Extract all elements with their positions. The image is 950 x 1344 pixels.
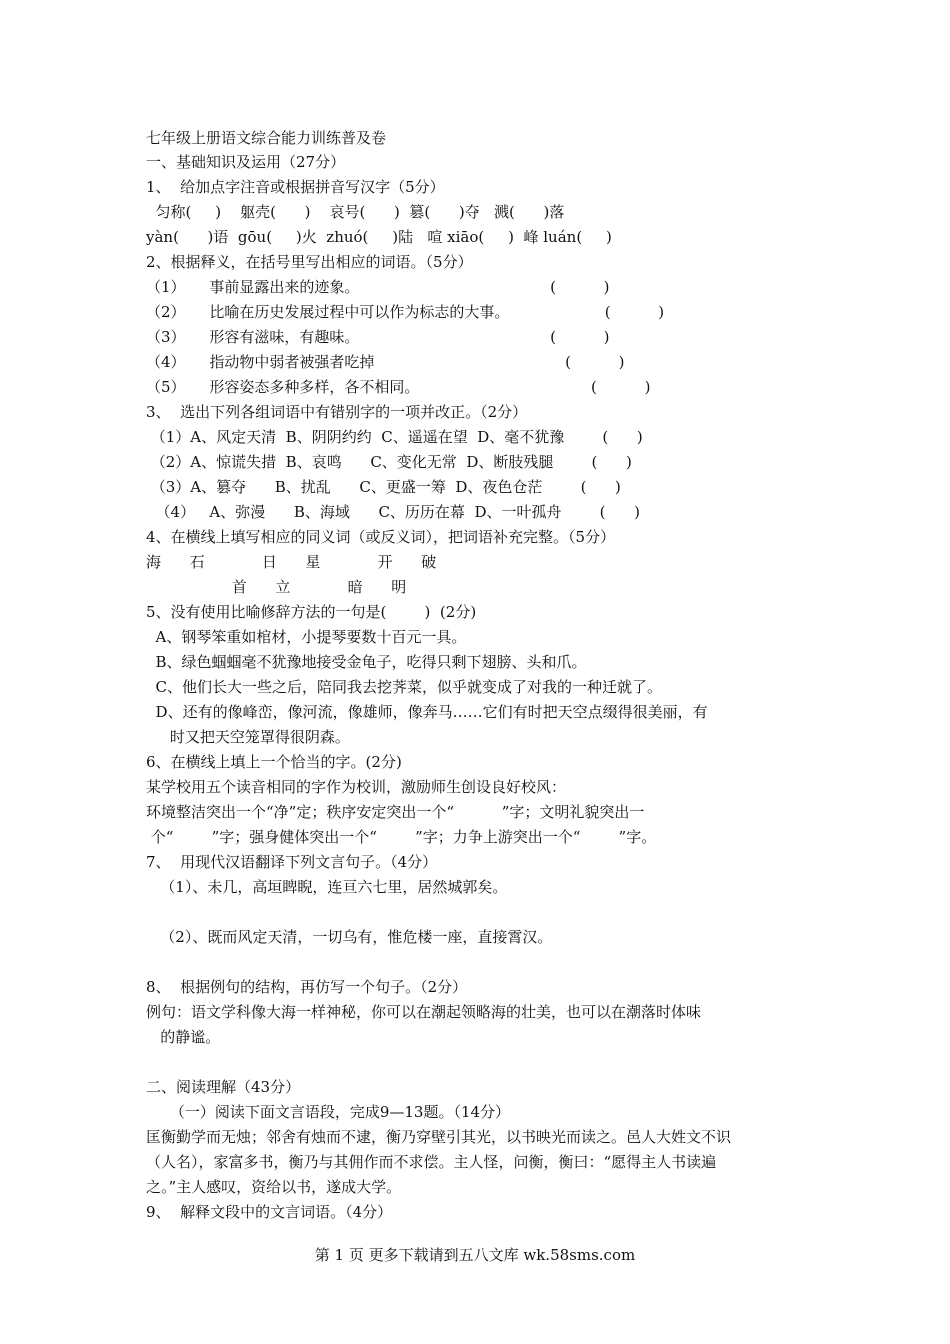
question-5-option-d: D、还有的像峰峦，像河流，像雄师，像奔马……它们有时把天空点缀得很美丽，有: [146, 703, 708, 721]
section-2-heading: 二、阅读理解（43分）: [146, 1078, 301, 1096]
question-7-item-1: （1）、未几，高垣睥睨，连亘六七里，居然城郭矣。: [146, 878, 508, 896]
question-3: 3、 选出下列各组词语中有错别字的一项并改正。（2分）: [146, 403, 528, 421]
passage-line-3: 之。”主人感叹，资给以书，遂成大学。: [146, 1178, 402, 1196]
question-5-option-c: C、他们长大一些之后，陪同我去挖荠菜，似乎就变成了对我的一种迁就了。: [146, 678, 663, 696]
question-8-example-cont: 的静谧。: [146, 1028, 221, 1046]
question-1: 1、 给加点字注音或根据拼音写汉字（5分）: [146, 178, 445, 196]
question-5-option-b: B、绿色蝈蝈毫不犹豫地接受金龟子，吃得只剩下翅膀、头和爪。: [146, 653, 587, 671]
question-2-item-4: （4） 指动物中弱者被强者吃掉 ( ): [146, 353, 625, 371]
question-7: 7、 用现代汉语翻译下列文言句子。（4分）: [146, 853, 438, 871]
question-3-item-1: （1）A、风定天清 B、阴阴约约 C、遥遥在望 D、毫不犹豫 ( ): [146, 428, 643, 446]
question-6-line-2: 个“ ”字；强身健体突出一个“ ”字；力争上游突出一个“ ”字。: [146, 828, 657, 846]
question-4-row-2: 首 立 暗 明: [146, 578, 407, 596]
question-9: 9、 解释文段中的文言词语。（4分）: [146, 1203, 393, 1221]
question-8: 8、 根据例句的结构，再仿写一个句子。（2分）: [146, 978, 468, 996]
question-6: 6、在横线上填上一个恰当的字。(2分): [146, 753, 402, 771]
question-7-item-2: （2）、既而风定天清，一切乌有，惟危楼一座，直接霄汉。: [146, 928, 553, 946]
question-3-item-4: （4） A、弥漫 B、海域 C、历历在幕 D、一叶孤舟 ( ): [146, 503, 640, 521]
question-8-example: 例句：语文学科像大海一样神秘，你可以在潮起领略海的壮美，也可以在潮落时体味: [146, 1003, 702, 1021]
question-5-option-d-cont: 时又把天空笼罩得很阴森。: [146, 728, 350, 746]
question-4-row-1: 海 石 日 星 开 破: [146, 553, 437, 571]
question-6-line-1: 环境整洁突出一个“净”定；秩序安定突出一个“ ”字；文明礼貌突出一: [146, 803, 645, 821]
question-1-row-2: yàn( )语 gōu( )火 zhuó( )陆 喧 xiāo( ) 峰 luán( ): [146, 228, 612, 246]
document-title: 七年级上册语文综合能力训练普及卷: [146, 129, 387, 147]
reading-part-1-heading: （一）阅读下面文言语段，完成9—13题。（14分）: [146, 1103, 511, 1121]
passage-line-2: （人名），家富多书，衡乃与其佣作而不求偿。主人怪，问衡，衡曰：“愿得主人书读遍: [146, 1153, 717, 1171]
question-3-item-2: （2）A、惊谎失措 B、哀鸣 C、变化无常 D、断肢残腿 ( ): [146, 453, 632, 471]
section-1-heading: 一、基础知识及运用（27分）: [146, 153, 346, 171]
question-5-option-a: A、钢琴笨重如棺材，小提琴要数十百元一具。: [146, 628, 467, 646]
passage-line-1: 匡衡勤学而无烛；邻舍有烛而不逮，衡乃穿壁引其光，以书映光而读之。邑人大姓文不识: [146, 1128, 732, 1146]
page-footer: 第 1 页 更多下载请到五八文库 wk.58sms.com: [314, 1246, 636, 1264]
question-2: 2、根据释义，在括号里写出相应的词语。（5分）: [146, 253, 473, 271]
question-2-item-3: （3） 形容有滋味，有趣味。 ( ): [146, 328, 610, 346]
question-2-item-2: （2） 比喻在历史发展过程中可以作为标志的大事。 ( ): [146, 303, 665, 321]
question-3-item-3: （3）A、篡夺 B、扰乱 C、更盛一筹 D、夜色仓茫 ( ): [146, 478, 621, 496]
question-1-row-1: 匀称( ) 躯壳( ) 哀号( ) 篡( )夺 溅( )落: [146, 203, 565, 221]
question-6-intro: 某学校用五个读音相同的字作为校训，激励师生创设良好校风：: [146, 778, 567, 796]
question-2-item-1: （1） 事前显露出来的迹象。 ( ): [146, 278, 610, 296]
question-5: 5、没有使用比喻修辞方法的一句是( ) (2分): [146, 603, 477, 621]
question-2-item-5: （5） 形容姿态多种多样，各不相同。 ( ): [146, 378, 651, 396]
question-4: 4、在横线上填写相应的同义词（或反义词），把词语补充完整。（5分）: [146, 528, 616, 546]
